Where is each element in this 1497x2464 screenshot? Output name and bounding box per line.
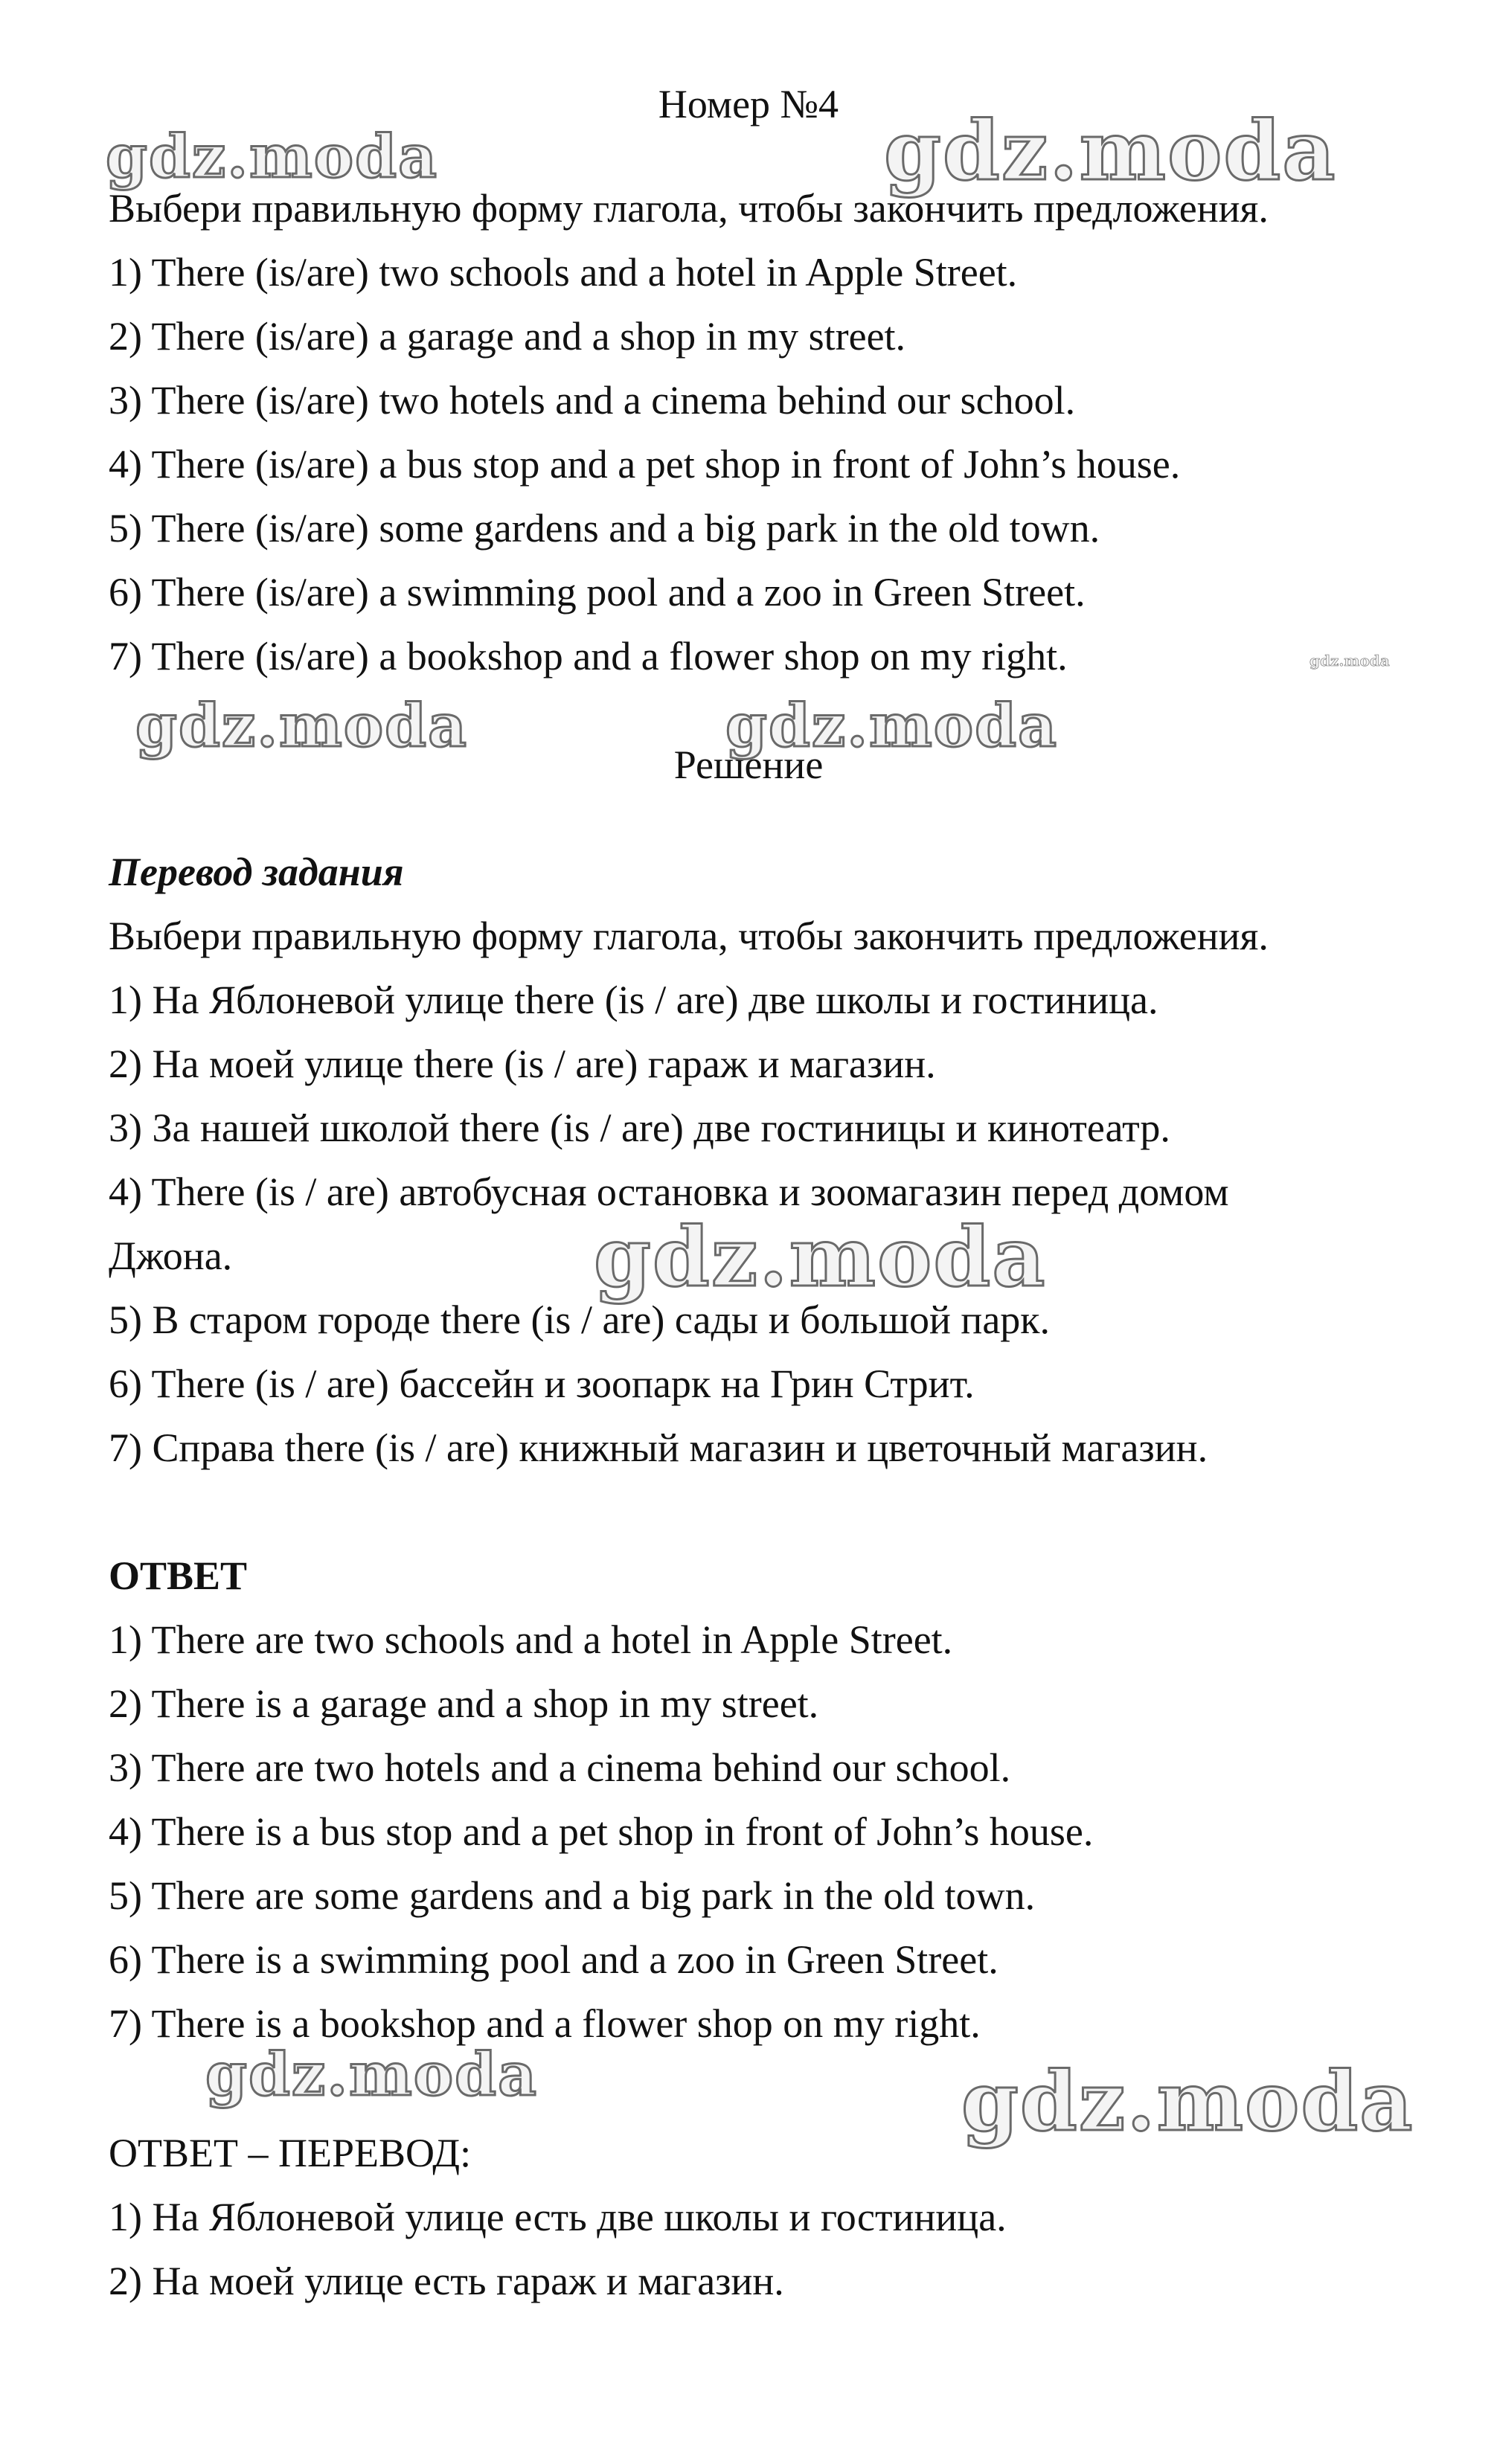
answer-item: 7) There is a bookshop and a flower shop on my right. xyxy=(109,2001,981,2046)
translation-item: 7) Справа there (is / are) книжный магазин и цветочный магазин. xyxy=(109,1425,1208,1470)
task-item: 5) There (is/are) some gardens and a big park in the old town. xyxy=(109,506,1100,551)
watermark: gdz.moda xyxy=(106,121,438,191)
answer-item: 2) There is a garage and a shop in my street. xyxy=(109,1681,819,1726)
page-title: Номер №4 xyxy=(658,82,839,126)
answer-translation-item: 1) На Яблоневой улице есть две школы и гостиница. xyxy=(109,2195,1007,2239)
answer-item: 6) There is a swimming pool and a zoo in Green Street. xyxy=(109,1937,998,1982)
answer-translation-item: 2) На моей улице есть гараж и магазин. xyxy=(109,2259,784,2303)
watermark: gdz.moda xyxy=(961,2053,1414,2149)
solution-heading: Решение xyxy=(673,742,824,787)
watermark: gdz.moda xyxy=(1310,652,1390,670)
answer-item: 3) There are two hotels and a cinema behind our school. xyxy=(109,1745,1011,1790)
answer-item: 4) There is a bus stop and a pet shop in front of John’s house. xyxy=(109,1809,1094,1854)
watermark: gdz.moda xyxy=(205,2039,538,2109)
translation-item: 3) За нашей школой there (is / are) две гостиницы и кинотеатр. xyxy=(109,1106,1170,1150)
watermark: gdz.moda xyxy=(135,690,468,760)
task-item: 1) There (is/are) two schools and a hotel in Apple Street. xyxy=(109,250,1018,295)
watermark: gdz.moda xyxy=(884,103,1337,199)
watermark: gdz.moda xyxy=(725,690,1058,760)
task-item: 7) There (is/are) a bookshop and a flower shop on my right. xyxy=(109,634,1068,678)
answer-item: 5) There are some gardens and a big park in the old town. xyxy=(109,1873,1036,1918)
translation-item: Джона. xyxy=(109,1233,233,1278)
translation-heading: Перевод задания xyxy=(109,850,404,894)
translation-item: 1) На Яблоневой улице there (is / are) две школы и гостиница. xyxy=(109,978,1158,1022)
answer-heading: ОТВЕТ xyxy=(109,1553,248,1598)
task-item: 2) There (is/are) a garage and a shop in my street. xyxy=(109,314,906,359)
answer-item: 1) There are two schools and a hotel in Apple Street. xyxy=(109,1617,953,1662)
translation-item: 5) В старом городе there (is / are) сады и большой парк. xyxy=(109,1297,1051,1342)
translation-instruction: Выбери правильную форму глагола, чтобы закончить предложения. xyxy=(109,914,1269,958)
task-instruction: Выбери правильную форму глагола, чтобы закончить предложения. xyxy=(109,186,1269,231)
translation-item: 4) There (is / are) автобусная остановка и зоомагазин перед домом xyxy=(109,1170,1229,1214)
answer-translation-heading: ОТВЕТ – ПЕРЕВОД: xyxy=(109,2131,472,2175)
watermark: gdz.moda xyxy=(594,1209,1047,1305)
translation-item: 2) На моей улице there (is / are) гараж и магазин. xyxy=(109,1042,936,1086)
task-item: 6) There (is/are) a swimming pool and a zoo in Green Street. xyxy=(109,570,1086,615)
translation-item: 6) There (is / are) бассейн и зоопарк на Грин Стрит. xyxy=(109,1361,975,1406)
task-item: 4) There (is/are) a bus stop and a pet shop in front of John’s house. xyxy=(109,442,1181,487)
task-item: 3) There (is/are) two hotels and a cinema behind our school. xyxy=(109,378,1076,423)
